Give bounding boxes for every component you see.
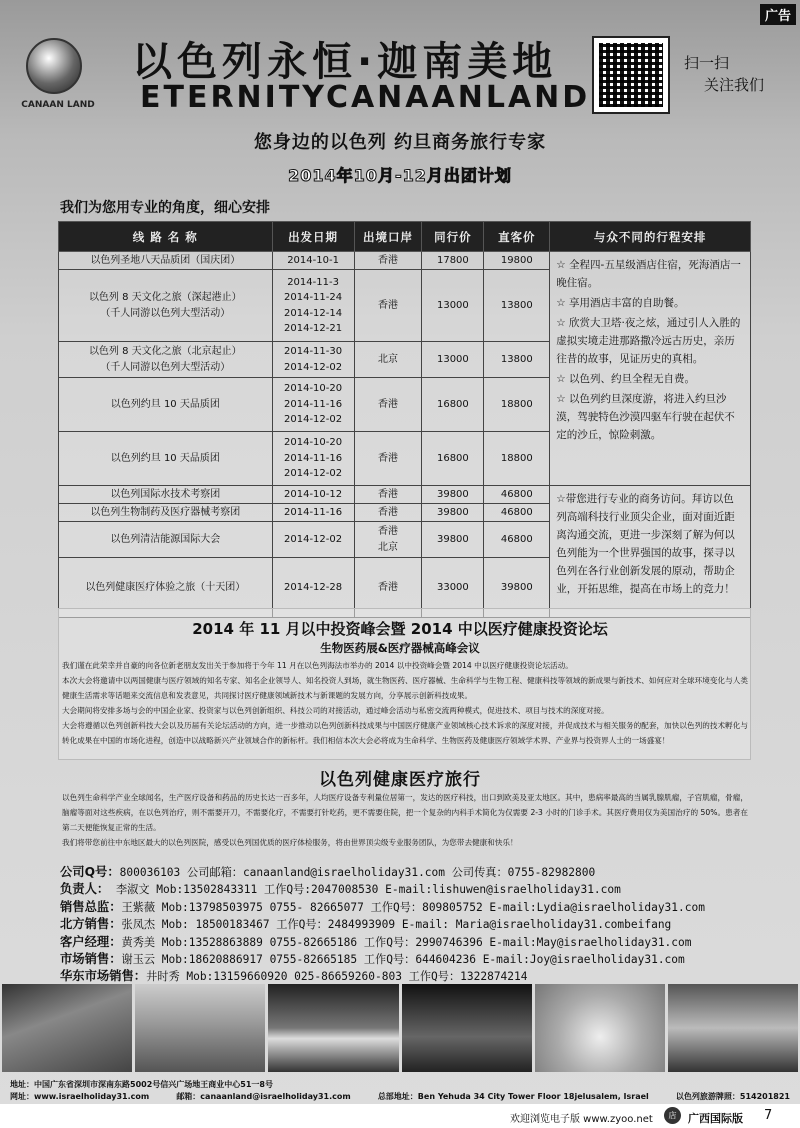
date-cell [272, 522, 354, 558]
col-date: 出发日期 [272, 222, 354, 252]
departure-date: 2014-12-02 [284, 414, 343, 426]
peer-price-cell: 39800 [422, 522, 484, 558]
departure-date: 2014-12-02 [284, 361, 343, 373]
contact-row [60, 934, 780, 951]
route-line: （千人同游以色列大型活动） [100, 361, 231, 373]
table-header-row [59, 222, 751, 252]
footer-address: 地址：中国广东省深圳市深南东路5002号信兴广场地王商业中心51一8号 [10, 1080, 273, 1089]
footer-info [10, 1091, 790, 1102]
port-cell [354, 378, 422, 432]
route-cell [59, 342, 273, 378]
departure-date: 2014-10-12 [284, 488, 343, 500]
port-cell [354, 522, 422, 558]
page-number: 7 [764, 1108, 773, 1123]
departure-date: 2014-11-3 [287, 276, 339, 288]
departure-date: 2014-11-16 [284, 398, 343, 410]
retail-price-cell: 46800 [484, 522, 550, 558]
logo-text: CANAAN LAND [21, 100, 95, 110]
plan-title: 2014年10月-12月出团计划 [288, 166, 512, 185]
departure-port: 香港 [377, 506, 398, 518]
retail-price-cell: 46800 [484, 486, 550, 504]
conference-title: 2014 年 11 月以中投资峰会暨 2014 中以医疗健康投资论坛 [192, 620, 608, 638]
tour-schedule-table [58, 221, 751, 618]
contact-text[interactable]: 谢玉云 Mob:18620886917 0755-82665185 工作Q号：644604236 E-mail:Joy@israelholiday31.com [121, 953, 685, 967]
port-cell [354, 504, 422, 522]
peer-price-cell: 16800 [422, 378, 484, 432]
retail-price-cell: 13800 [484, 270, 550, 342]
jerusalem-photo [135, 984, 265, 1072]
peer-price-cell: 39800 [422, 486, 484, 504]
contact-text[interactable]: 800036103 公司邮箱：canaanland@israelholiday31.com 公司传真：0755-82982800 [119, 866, 596, 879]
port-cell [354, 270, 422, 342]
route-line: 以色列国际水技术考察团 [110, 488, 221, 500]
medical-paragraph: 以色列生命科学产业全球闻名，生产医疗设备和药品的历史长达一百多年，人均医疗设备专利量位居第一，发达的医疗科技，出口到欧美及亚太地区。其中，患病率最高的当属乳腺肌瘤，子宫肌瘤，骨瘤，脑瘤等面对这些疾病，在以色列治疗，则不需要开刀，不需要化疗，不需要打针吃药，更不需要住院，把一个复杂的内科手术简化为仅需要 2-3 小时的门诊手术。其医疗费用仅为美国治疗的 50%。患者在第二天便能恢复正常的生活。 [62, 793, 748, 833]
scan-text: 扫一扫 [684, 54, 730, 72]
footer-hq: 总部地址：Ben Yehuda 34 City Tower Floor 18jelusalem, Israel [377, 1092, 649, 1101]
route-line: 以色列 8 天文化之旅（深起港止） [88, 292, 242, 303]
footer-license: 以色列旅游牌照：514201821 [675, 1092, 790, 1101]
date-cell [272, 504, 354, 522]
conference-paragraph: 本次大会将邀请中以两国健康与医疗领域的知名专家、知名企业领导人、知名投资人到场，就生物医药、医疗器械、生命科学与生物工程、健康科技等领域的新成果与新技术、如何应对全球环境变化与人类健康生活需求等话题来交流信息和发表意见，共同探讨医疗健康领域新技术与新课题的发展方向，分享展示创新科技成果。 [62, 676, 748, 701]
departure-port: 香港 [377, 488, 398, 500]
departure-date: 2014-12-14 [284, 307, 343, 319]
contact-text[interactable]: 井时秀 Mob:13159660920 025-86659260-803 工作Q号：1322874214 [146, 970, 528, 984]
port-cell [354, 252, 422, 270]
page-title-english: ETERNITYCANAANLAND [140, 80, 591, 115]
contact-row [60, 899, 780, 916]
departure-port: 北京 [377, 353, 398, 365]
table-row [59, 252, 751, 270]
conference-paragraph: 大会将遵循以色列创新科技大会以及历届有关论坛活动的方向，进一步推动以色列创新科技成果与中国医疗健康产业领域核心技术诉求的深度对接，并促成技术与相关服务的配套，加快以色列的技术孵化与转化成果在中国的市场化进程，创造中以战略新兴产业领域合作的新标杆。我们相信本次大会必将成为生命科学、生物医药及健康医疗领域学术界、产业界与投资界人士的一场盛宴！ [62, 721, 748, 746]
itinerary-note: ☆ 欣赏大卫塔·夜之炫，通过引人入胜的虚拟实境走进那路撒冷远古历史，亲历往昔的故事，见证历史的真相。 [556, 317, 741, 366]
contact-text[interactable]: 李淑文 Mob:13502843311 工作Q号:2047008530 E-mail:lishuwen@israelholiday31.com [109, 883, 621, 897]
route-line: 以色列约旦 10 天品质团 [110, 398, 220, 410]
departure-date: 2014-12-02 [284, 533, 343, 545]
contact-label: 公司Q号： [60, 865, 120, 879]
publication-logo-icon: 店 [664, 1107, 681, 1124]
route-line: 以色列圣地八天品质团（国庆团） [90, 254, 241, 266]
peer-price-cell: 33000 [422, 558, 484, 618]
table-row [59, 486, 751, 504]
subtitle: 我们为您用专业的角度，细心安排 [60, 200, 270, 216]
date-cell [272, 270, 354, 342]
departure-date: 2014-10-20 [284, 437, 343, 449]
medical-paragraph: 我们将带您前往中东地区最大的以色列医院，感受以色列国优质的医疗体检服务，将由世界顶尖级专业服务团队，为您带去健康和快乐！ [62, 838, 518, 848]
peer-price-cell: 16800 [422, 432, 484, 486]
route-line: 以色列约旦 10 天品质团 [110, 452, 220, 464]
conference-paragraph: 大会期间将安排多场与会的中国企业家、投资家与以色列创新组织、科技公司的对接活动，通过峰会活动与私密交流两种模式，促进技术、项目与技术的深度对接。 [62, 706, 609, 716]
contact-label: 市场销售： [60, 952, 122, 967]
departure-port: 香港 [377, 452, 398, 464]
contact-text[interactable]: 黄秀美 Mob:13528863889 0755-82665186 工作Q号：2990746396 E-mail:May@israelholiday31.com [121, 935, 692, 949]
departure-port: 香港 [377, 299, 398, 311]
retail-price-cell: 39800 [484, 558, 550, 618]
route-cell [59, 486, 273, 504]
departure-date: 2014-11-16 [284, 506, 343, 518]
col-port: 出境口岸 [354, 222, 422, 252]
route-cell [59, 252, 273, 270]
contact-list [60, 864, 780, 986]
route-cell [59, 270, 273, 342]
medical-body [62, 790, 748, 850]
contact-label: 客户经理： [60, 934, 122, 949]
route-cell [59, 432, 273, 486]
peer-price-cell: 17800 [422, 252, 484, 270]
departure-date: 2014-11-16 [284, 452, 343, 464]
departure-port: 北京 [377, 541, 398, 553]
route-line: 以色列健康医疗体验之旅（十天团） [85, 581, 246, 593]
departure-port: 香港 [377, 254, 398, 266]
orthodox-man-photo [668, 984, 798, 1072]
follow-text: 关注我们 [704, 76, 765, 94]
tagline: 您身边的以色列 约旦商务旅行专家 [253, 132, 547, 153]
route-cell [59, 504, 273, 522]
page-title: 以色列永恒·迦南美地 [132, 39, 558, 85]
retail-price-cell: 18800 [484, 378, 550, 432]
col-route: 线 路 名 称 [59, 222, 273, 252]
route-line: 以色列 8 天文化之旅（北京起止） [88, 346, 242, 357]
publication-name: 广西国际版 [688, 1112, 743, 1125]
date-cell [272, 432, 354, 486]
departure-date: 2014-12-21 [284, 323, 343, 334]
departure-port: 香港 [377, 526, 398, 537]
dead-sea-photo [268, 984, 398, 1072]
retail-price-cell: 18800 [484, 432, 550, 486]
date-cell [272, 252, 354, 270]
contact-text[interactable]: 王紫薇 Mob:13798503975 0755- 82665077 工作Q号：809805752 E-mail:Lydia@israelholiday31.com [121, 900, 705, 914]
ad-label: 广告 [760, 4, 796, 25]
conference-paragraph: 我们谨在此荣幸并自豪的向各位新老朋友发出关于参加将于今年 11 月在以色列海法市举办的 2014 以中投资峰会暨 2014 中以医疗健康投资论坛活动。 [62, 661, 573, 670]
footer-email[interactable]: 邮箱：canaanland@israelholiday31.com [176, 1092, 351, 1101]
col-itinerary: 与众不同的行程安排 [550, 222, 751, 252]
departure-port: 香港 [377, 581, 398, 593]
route-cell [59, 378, 273, 432]
footer-website[interactable]: 网址：www.israelholiday31.com [10, 1092, 150, 1101]
port-cell [354, 486, 422, 504]
table-body [59, 252, 751, 618]
departure-date: 2014-11-30 [284, 346, 343, 357]
conference-body [62, 658, 748, 748]
route-cell [59, 522, 273, 558]
port-cell [354, 342, 422, 378]
contact-row [60, 916, 780, 933]
route-line: （千人同游以色列大型活动） [100, 307, 231, 319]
date-cell [272, 486, 354, 504]
contact-label: 负责人： [60, 882, 110, 897]
itinerary-note: ☆ 全程四-五星级酒店住宿，死海酒店一晚住宿。 [556, 259, 741, 290]
contact-row [60, 951, 780, 968]
retail-price-cell: 46800 [484, 504, 550, 522]
peer-price-cell: 13000 [422, 342, 484, 378]
contact-label: 销售总监： [60, 899, 122, 914]
departure-date: 2014-12-28 [284, 581, 343, 593]
medical-title: 以色列健康医疗旅行 [319, 770, 481, 790]
peer-price-cell: 39800 [422, 504, 484, 522]
departure-date: 2014-12-02 [284, 468, 343, 480]
contact-label: 北方销售： [60, 917, 122, 932]
itinerary-note: ☆ 享用酒店丰富的自助餐。 [556, 297, 685, 310]
peer-price-cell: 13000 [422, 270, 484, 342]
retail-price-cell: 19800 [484, 252, 550, 270]
photo-strip [0, 984, 800, 1072]
church-window-photo [402, 984, 532, 1072]
dove-logo-icon [26, 38, 82, 94]
date-cell [272, 378, 354, 432]
petra-photo [2, 984, 132, 1072]
contact-text[interactable]: 张凤杰 Mob: 18500183467 工作Q号：2484993909 E-mail: Maria@israelholiday31.combeifang [121, 918, 672, 932]
route-line: 以色列清洁能源国际大会 [110, 533, 221, 545]
date-cell [272, 342, 354, 378]
contact-row [60, 881, 780, 898]
departure-date: 2014-10-1 [287, 254, 339, 266]
retail-price-cell: 13800 [484, 342, 550, 378]
departure-date: 2014-11-24 [284, 292, 343, 303]
publication-site[interactable]: 欢迎浏览电子版 www.zyoo.net [510, 1114, 653, 1125]
col-retail-price: 直客价 [484, 222, 550, 252]
departure-port: 香港 [377, 398, 398, 410]
route-line: 以色列生物制药及医疗器械考察团 [90, 506, 241, 518]
contact-label: 华东市场销售： [60, 969, 147, 984]
departure-date: 2014-10-20 [284, 383, 343, 395]
col-peer-price: 同行价 [422, 222, 484, 252]
itinerary-notes-business: ☆带您进行专业的商务访问。拜访以色列高端科技行业顶尖企业，面对面近距离沟通交流，更进一步深刻了解为何以色列能为一个世界强国的故事，探寻以色列在各行业创新发展的原动，帮助企业，开拓思维，提高在市场上的竞力！ [550, 486, 751, 618]
dead-sea-floating-photo [535, 984, 665, 1072]
qr-code-icon[interactable] [592, 36, 670, 114]
itinerary-notes-leisure [550, 252, 751, 486]
itinerary-note: ☆ 以色列约旦深度游，将进入约旦沙漠，驾驶特色沙漠四驱车行驶在起伏不定的沙丘，惊险刺激。 [556, 393, 735, 442]
contact-row [60, 864, 780, 881]
port-cell [354, 432, 422, 486]
conference-subtitle: 生物医药展&医疗器械高峰会议 [320, 641, 480, 655]
itinerary-note: ☆ 以色列、约旦全程无自费。 [556, 373, 696, 386]
